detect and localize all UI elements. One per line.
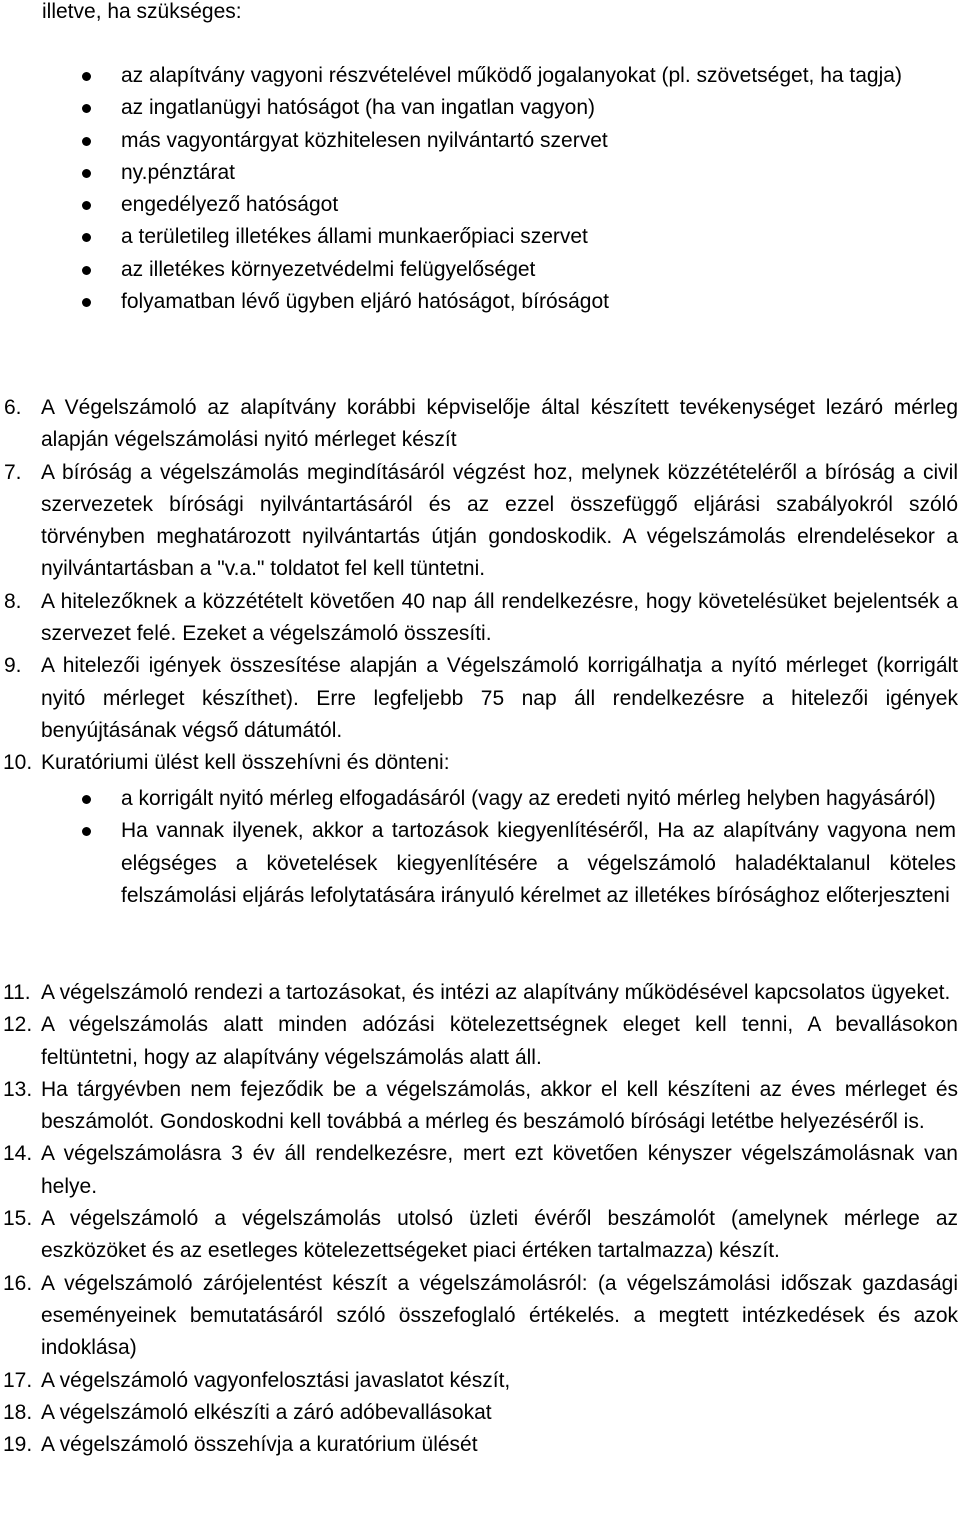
list-item <box>0 457 958 586</box>
item-text: A végelszámoló összehívja a kuratórium ülését <box>41 1433 478 1457</box>
list-item <box>0 747 958 779</box>
item-number: 8. <box>4 589 22 613</box>
bullet-dot-icon <box>82 233 91 242</box>
list-item <box>0 392 958 457</box>
item-number: 11. <box>3 981 31 1004</box>
list-item <box>0 1203 958 1268</box>
item-text: A végelszámoló vagyonfelosztási javaslatot készít, <box>41 1368 511 1392</box>
item-text: Kuratóriumi ülést kell összehívni és dönteni: <box>41 751 450 775</box>
list-item <box>0 1397 958 1429</box>
item-number: 15. <box>3 1207 33 1231</box>
list-item <box>0 1365 958 1397</box>
item-number: 16. <box>3 1271 33 1295</box>
item-number: 17. <box>3 1368 33 1392</box>
bullet-list-top <box>0 60 960 318</box>
bullet-dot-icon <box>82 298 91 307</box>
item-number: 13. <box>3 1077 33 1101</box>
bullet-dot-icon <box>82 827 91 836</box>
bullet-dot-icon <box>82 137 91 146</box>
bullet-item: az alapítvány vagyoni részvételével működő jogalanyokat (pl. szövetséget, ha tagja) <box>0 60 956 92</box>
bullet-item: engedélyező hatóságot <box>0 189 956 221</box>
item-text: A hitelezői igények összesítése alapján a Végelszámoló korrigálhatja a nyító mérleget (korrigált nyitó mérleget készíthet). Erre legfeljebb 75 nap áll rendelkezésre a hitelezői igények benyújtásának végső dátumától. <box>41 654 958 742</box>
bullet-dot-icon <box>82 266 91 275</box>
bullet-item: a korrigált nyitó mérleg elfogadásáról (vagy az eredeti nyitó mérleg helyben hagyásáról) <box>0 783 956 815</box>
bullet-item: ny.pénztárat <box>0 157 956 189</box>
item-text: A Végelszámoló az alapítvány korábbi képviselője által készített tevékenységet lezáró mérleg alapján végelszámolási nyitó mérleget készít <box>41 396 958 452</box>
intro-line: illetve, ha szükséges: <box>42 0 242 23</box>
bullet-item: az ingatlanügyi hatóságot (ha van ingatlan vagyon) <box>0 92 956 124</box>
bullet-item: folyamatban lévő ügyben eljáró hatóságot, bíróságot <box>0 286 956 318</box>
item-text: A végelszámoló zárójelentést készít a végelszámolásról: (a végelszámolási időszak gazdasági eseményeinek bemutatásáról szóló összefoglaló értékelés. a megtett intézkedések és azok indoklása) <box>41 1271 958 1360</box>
list-item <box>0 1429 958 1461</box>
item-number: 14. <box>3 1142 33 1166</box>
list-item <box>0 1268 958 1365</box>
bullet-dot-icon <box>82 201 91 210</box>
list-item <box>0 1074 958 1139</box>
numbered-list-a <box>0 392 960 780</box>
item-text: A végelszámoló a végelszámolás utolsó üzleti évéről beszámolót (amelynek mérlege az eszközöket és az esetleges kötelezettségeket piaci értéken tartalmazza) készít. <box>41 1207 958 1263</box>
item-number: 7. <box>4 460 22 484</box>
bullet-item: Ha vannak ilyenek, akkor a tartozások kiegyenlítéséről, Ha az alapítvány vagyona nem elégséges a követelések kiegyenlítésére a végelszámoló haladéktalanul köteles felszámolási eljárás lefolytatására irányuló kérelmet az illetékes bírósághoz előterjeszteni <box>0 815 956 912</box>
bullet-dot-icon <box>82 104 91 113</box>
list-item <box>0 586 958 651</box>
bullet-item: az illetékes környezetvédelmi felügyelőséget <box>0 254 956 286</box>
numbered-list-b <box>0 977 960 1461</box>
item-number: 10. <box>3 751 33 775</box>
item-text: Ha tárgyévben nem fejeződik be a végelszámolás, akkor el kell készíteni az éves mérleget és beszámolót. Gondoskodni kell továbbá a mérleg és beszámoló bírósági letétbe helyezéséről is. <box>41 1077 958 1134</box>
list-item <box>0 977 958 1009</box>
list-item <box>0 1138 958 1203</box>
item-text: A bíróság a végelszámolás megindításáról végzést hoz, melynek közzétételéről a bíróság a civil szervezetek bírósági nyilvántartásáról és az ezzel összefüggő eljárási szabályokról szóló törvényben meghatározott nyilvántartás útján gondoskodik. A végelszámolás elrendelésekor a nyilvántartásban a "v.a." toldatot fel kell tüntetni. <box>41 460 958 581</box>
item-text: A végelszámolásra 3 év áll rendelkezésre, mert ezt követően kényszer végelszámolásnak van helye. <box>41 1142 958 1198</box>
bullet-list-mid <box>0 783 960 912</box>
item-text: A hitelezőknek a közzétételt követően 40 nap áll rendelkezésre, hogy követelésüket bejelentsék a szervezet felé. Ezeket a végelszámoló összesíti. <box>41 589 958 646</box>
list-item <box>0 1009 958 1074</box>
list-item <box>0 650 958 747</box>
item-number: 6. <box>4 396 22 419</box>
item-number: 12. <box>3 1013 33 1037</box>
bullet-dot-icon <box>82 72 91 81</box>
item-text: A végelszámoló rendezi a tartozásokat, és intézi az alapítvány működésével kapcsolatos ügyeket. <box>41 981 951 1004</box>
bullet-item: más vagyontárgyat közhitelesen nyilvántartó szervet <box>0 125 956 157</box>
item-number: 18. <box>3 1400 33 1424</box>
bullet-dot-icon <box>82 169 91 178</box>
bullet-dot-icon <box>82 795 91 804</box>
item-text: A végelszámoló elkészíti a záró adóbevallásokat <box>41 1400 492 1424</box>
item-text: A végelszámolás alatt minden adózási kötelezettségnek eleget kell tenni, A bevallásokon feltüntetni, hogy az alapítvány végelszámolás alatt áll. <box>41 1013 958 1069</box>
bullet-item: a területileg illetékes állami munkaerőpiaci szervet <box>0 221 956 253</box>
item-number: 19. <box>3 1433 33 1457</box>
item-number: 9. <box>4 654 22 678</box>
